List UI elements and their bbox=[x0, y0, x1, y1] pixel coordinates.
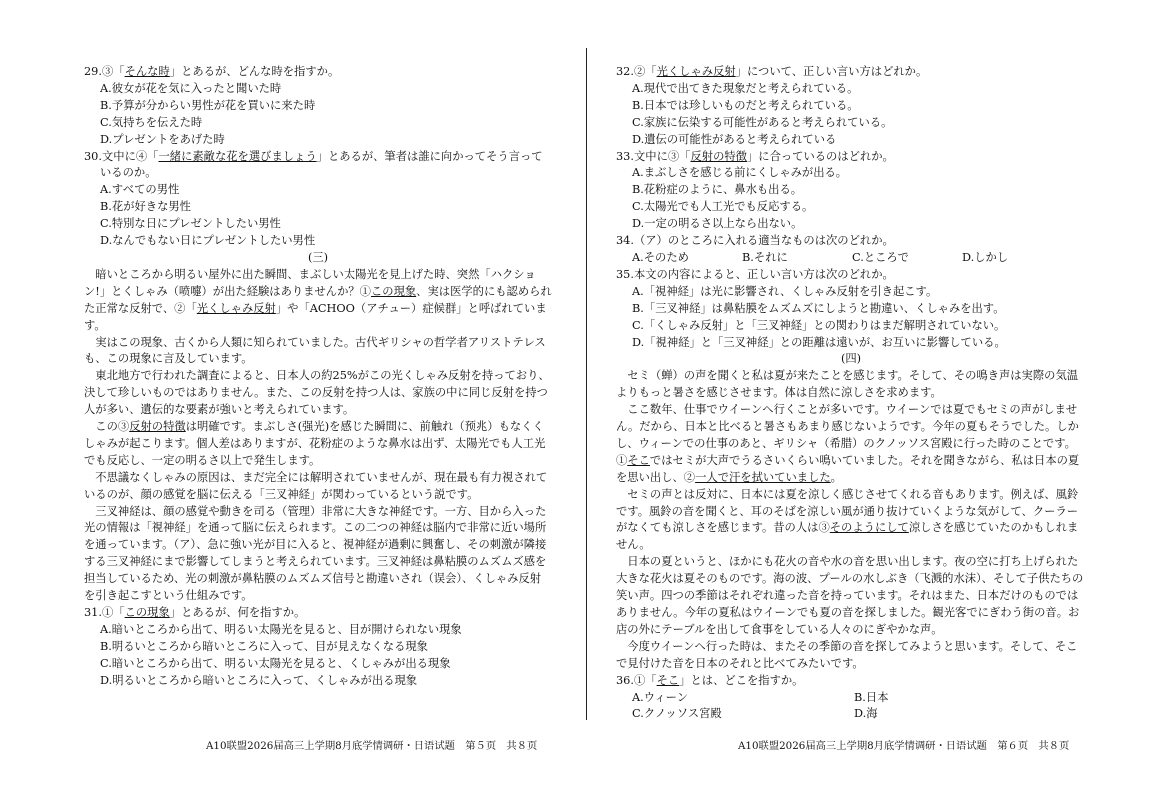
question-35: 35.本文の内容によると、正しい言い方は次のどれか。 bbox=[616, 267, 894, 281]
q29-option-d: D.プレゼントをあげた時 bbox=[100, 132, 225, 146]
q34-options bbox=[632, 250, 1086, 267]
q35-option-a: A.「視神経」は光に影響され、くしゃみ反射を引き起こす。 bbox=[632, 284, 938, 298]
question-31: 31.①「この現象」とあるが、何を指すか。 bbox=[84, 606, 306, 619]
q34-option-a: A.そのため bbox=[632, 250, 689, 264]
passage4-paragraph-2: ここ数年、仕事でウイーンへ行くことが多いです。ウイーンでは夏でもセミの声がしません。だから、日本と比べると暑さもあまり感じないようです。今年の夏もそうでした。しかし、ウィーンでの仕事のあと、ギリシャ（希腊）のクノッソス宮殿に行った時のことです。 bbox=[616, 403, 1079, 450]
q35-option-d: D.「視神経」と「三叉神経」との距離は遠いが、お互いに影響している。 bbox=[632, 335, 1006, 349]
q32-option-a: A.現代で出てきた現象だと考えられている。 bbox=[632, 81, 859, 95]
q31-option-c: C.暗いところから出て、明るい太陽光を見ると、くしゃみが出る現象 bbox=[100, 656, 451, 670]
q34-option-b: B.それに bbox=[742, 250, 788, 264]
question-29: 29.③「そんな時」とあるが、どんな時を指すか。 bbox=[84, 65, 340, 78]
q33-option-c: C.太陽光でも人工光でも反応する。 bbox=[632, 200, 814, 214]
q33-option-b: B.花粉症のように、鼻水も出る。 bbox=[632, 183, 803, 197]
page-5-footer: A10联盟2026届高三上学期8月底学情调研・日语试题 第５页 共８页 bbox=[206, 740, 538, 752]
passage3-paragraph-6: 三叉神経は、顔の感覚や動きを司る（管理）非常に大きな神経です。一方、目から入った光の情報は「視神経」を通って脳に伝えられます。この二つの神経は脳内で非常に近い場所を通っています。（ア）、急に強い光が目に入ると、視神経が過剰に興奮し、その刺激が隣接する三叉神経にまで影響してしまうと考えられています。三叉神経は鼻粘膜のムズムズ感を担当しているため、光の刺激が鼻粘膜のムズムズ信号と勘違いされ（误会）、くしゃみ反射を引き起こすという仕組みです。 bbox=[84, 504, 547, 603]
q32-option-d: D.遺伝の可能性があると考えられている bbox=[632, 132, 837, 146]
q30-option-c: C.特別な日にプレゼントしたい男性 bbox=[100, 217, 281, 231]
passage4-paragraph-5: 日本の夏というと、ほかにも花火の音や水の音を思い出します。夜の空に打ち上げられた大きな花火は夏そのものです。海の波、プールの水しぶき（飞溅的水沫）、そして子供たちの笑い声。四つの季節はそれぞれ違った音を持っています。それはまた、日本だけのものではありません。今年の夏私はウイーンでも夏の音を探しました。観光客でにぎわう街の音。お店の外にテーブルを出して食事をしている人々のにぎやかな声。 bbox=[616, 555, 1084, 636]
q36-option-a: A.ウィーン bbox=[632, 690, 689, 704]
q34-option-d: D.しかし bbox=[962, 250, 1009, 264]
question-30: 30.文中に④「一緒に素敵な花を選びましょう」とあるが、筆者は誰に向かってそう言って bbox=[84, 149, 543, 163]
question-33: 33.文中に③「反射の特徴」に合っているのはどれか。 bbox=[616, 149, 894, 163]
passage4-paragraph-4: セミの声とは反対に、日本には夏を涼しく感じさせてくれる音もあります。例えば、風鈴です。風鈴の音を聞くと、耳のそばを涼しい風が通り抜けていくような気がして、クーラーがなくても涼しさを感じます。昔の人は③そのようにして涼しさを感じていたのかもしれません。 bbox=[616, 487, 1079, 552]
passage3-paragraph-1: 暗いところから明るい屋外に出た瞬間、まぶしい太陽光を見上げた時、突然「ハクション!」とくしゃみ（喷嚏）が出た経験はありませんか？①この現象、実は医学的にも認められた正常な反射で、②「光くしゃみ反射」や「ACHOO（アチュー）症候群」と呼ばれています。 bbox=[84, 267, 552, 332]
q32-option-b: B.日本では珍しいものだと考えられている。 bbox=[632, 98, 859, 112]
question-32: 32.②「光くしゃみ反射」について、正しい言い方はどれか。 bbox=[616, 65, 928, 78]
q31-option-b: B.明るいところから暗いところに入って、目が見えなくなる現象 bbox=[100, 639, 428, 653]
q30-option-d: D.なんでもない日にプレゼントしたい男性 bbox=[100, 234, 316, 248]
passage3-paragraph-4: この③反射の特徴は明確です。まぶしさ(强光)を感じた瞬間に、前触れ（预兆）もなくくしゃみが起こります。個人差はありますが、花粉症のような鼻水は出ず、太陽光でも人工光でも反応し、一定の明るさ以上で発生します。 bbox=[84, 420, 546, 467]
q35-option-b: B.「三叉神経」は鼻粘膜をムズムズにしようと勘違い、くしゃみを出す。 bbox=[632, 301, 1005, 315]
q30-option-a: A.すべての男性 bbox=[100, 183, 180, 197]
q36-options-row1 bbox=[632, 690, 1086, 707]
q36-option-d: D.海 bbox=[854, 707, 878, 721]
question-34: 34.（ア）のところに入れる適当なものは次のどれか。 bbox=[616, 234, 894, 248]
q29-option-c: C.気持ちを伝えた時 bbox=[100, 115, 203, 129]
q31-option-d: D.明るいところから暗いところに入って、くしゃみが出る現象 bbox=[100, 673, 418, 687]
section-4-heading: (四) bbox=[840, 352, 862, 366]
section-3-heading: (三) bbox=[307, 250, 329, 264]
question-30-line2: いるのか。 bbox=[100, 166, 157, 180]
q30-option-b: B.花が好きな男性 bbox=[100, 200, 191, 214]
passage4-paragraph-3: ①そこではセミが大声でうるさいくらい鳴いていました。それを聞きながら、私は日本の夏を思い出し、②一人で汗を拭いていました。 bbox=[616, 453, 1080, 484]
page-divider bbox=[586, 48, 587, 720]
q29-option-a: A.彼女が花を気に入ったと聞いた時 bbox=[100, 81, 282, 95]
q36-option-b: B.日本 bbox=[854, 690, 889, 704]
q34-option-c: C.ところで bbox=[852, 250, 909, 264]
page-6-footer: A10联盟2026届高三上学期8月底学情调研・日语试题 第６页 共８页 bbox=[738, 740, 1070, 752]
q29-option-b: B.予算が分からい男性が花を買いに来た時 bbox=[100, 98, 316, 112]
question-36: 36.①「そこ」とは、どこを指すか。 bbox=[616, 673, 804, 687]
passage3-paragraph-2: 実はこの現象、古くから人類に知られていました。古代ギリシャの哲学者アリストテレスも、この現象に言及しています。 bbox=[84, 335, 546, 366]
passage3-paragraph-5: 不思議なくしゃみの原因は、まだ完全には解明されていませんが、現在最も有力視されているのが、顔の感覚を脳に伝える「三叉神経」が関わっているという説です。 bbox=[84, 470, 548, 501]
passage4-paragraph-1: セミ（蝉）の声を聞くと私は夏が来たことを感じます。そして、その鳴き声は実際の気温よりもっと暑さを感じさせます。体は自然に涼しさを求めます。 bbox=[616, 369, 1079, 400]
q35-option-c: C.「くしゃみ反射」と「三叉神経」との関わりはまだ解明されていない。 bbox=[632, 318, 1006, 332]
left-page bbox=[84, 64, 552, 690]
passage4-paragraph-6: 今度ウイーンへ行った時は、またその季節の音を探してみようと思います。そして、そこで見付けた音を日本のそれと比べてみたいです。 bbox=[616, 639, 1078, 670]
q33-option-a: A.まぶしさを感じる前にくしゃみが出る。 bbox=[632, 166, 848, 180]
q36-option-c: C.クノッソス宮殿 bbox=[632, 707, 722, 721]
right-page bbox=[616, 64, 1086, 723]
q36-options-row2 bbox=[632, 706, 1086, 723]
q33-option-d: D.一定の明るさ以上なら出ない。 bbox=[632, 217, 803, 231]
q31-option-a: A.暗いところから出て、明るい太陽光を見ると、目が開けられない現象 bbox=[100, 622, 462, 636]
q32-option-c: C.家族に伝染する可能性があると考えられている。 bbox=[632, 115, 893, 129]
passage3-paragraph-3: 東北地方で行われた調査によると、日本人の約25%がこの光くしゃみ反射を持っており、決して珍しいものではありません。また、この反射を持つ人は、家族の中に同じ反射を持つ人が多い、遺伝的な要素が強いと考えられています。 bbox=[84, 369, 550, 417]
